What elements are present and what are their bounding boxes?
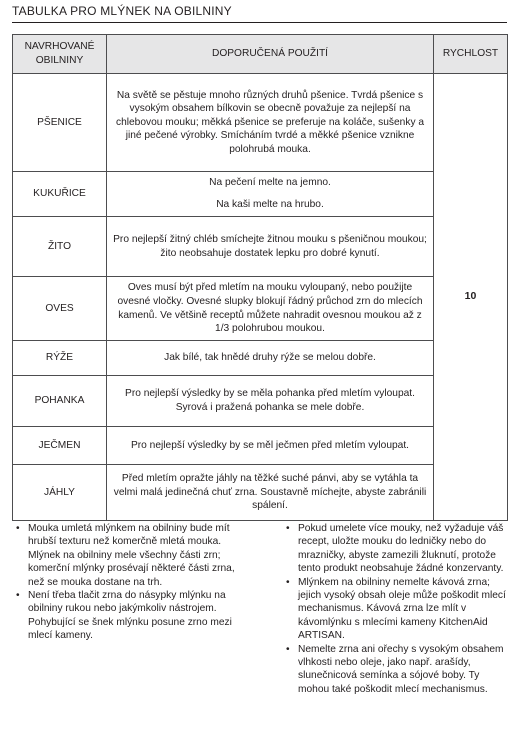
notes-left-column <box>12 522 250 643</box>
use-text: Oves musí být před mletím na mouku vyloupaný, nebo použijte ovesné vločky. Ovesné slupky blokují řádný průchod zrn do mlecích kamenů. Ve většině receptů můžete nahradit ovesnou moukou až z 1/3 polohrubou moukou. <box>117 282 423 335</box>
list-item <box>282 576 510 643</box>
speed-value: 10 <box>434 74 508 521</box>
notes-list <box>282 522 510 696</box>
bullet-icon: • <box>286 643 290 655</box>
bullet-icon: • <box>16 523 20 534</box>
grain-name: OVES <box>13 277 107 341</box>
grain-name: KUKUŘICE <box>13 172 107 217</box>
grain-name: RÝŽE <box>13 341 107 376</box>
grain-use <box>107 427 434 465</box>
grain-name: PŠENICE <box>13 74 107 172</box>
grain-use <box>107 277 434 341</box>
table-row <box>13 277 508 341</box>
use-text: Pro nejlepší výsledky by se měla pohanka před mletím vyloupat. Syrová i pražená pohanka se mele dobře. <box>125 388 415 413</box>
note-text: Mouka umletá mlýnkem na obilniny bude mít hrubší texturu než komerčně mletá mouka. Mlýnek na obilniny mele všechny části zrn; komerční mlýnky prosévají některé části zrna, než se mouka dostane na trh. <box>28 523 235 588</box>
title-divider <box>12 22 507 23</box>
bullet-icon: • <box>286 523 290 534</box>
bullet-icon: • <box>286 576 290 588</box>
use-text: Před mletím opražte jáhly na těžké suché pánvi, aby se vytáhla ta velmi malá jedinečná chuť zrna. Soustavně míchejte, abyste zabránili spálení. <box>113 473 427 512</box>
use-text: Na světě se pěstuje mnoho různých druhů pšenice. Tvrdá pšenice s vysokým obsahem bílkovin se obecně považuje za nejlepší na chlebovou mouku; měkká pšenice se preferuje na koláče, sušenky a jiné pečené výrobky. Smícháním tvrdé a měkké pšenice vznikne polohrubá mouka. <box>115 89 425 155</box>
table-row <box>13 217 508 277</box>
grain-name: POHANKA <box>13 376 107 427</box>
list-item <box>282 522 510 576</box>
grain-name: ŽITO <box>13 217 107 277</box>
table-row <box>13 376 508 427</box>
bullet-icon: • <box>16 590 20 602</box>
grain-use <box>107 217 434 277</box>
note-text: Není třeba tlačit zrna do násypky mlýnku na obilniny rukou nebo jakýmkoliv nástrojem. Pohybující se šnek mlýnku posune zrno mezi mlecí kameny. <box>28 590 232 642</box>
list-item <box>12 589 250 643</box>
grain-use <box>107 465 434 521</box>
use-text: Na kaši melte na hrubo. <box>216 199 324 210</box>
grain-use <box>107 172 434 217</box>
use-text: Jak bílé, tak hnědé druhy rýže se melou dobře. <box>164 352 376 364</box>
table-header-row <box>13 35 508 74</box>
notes-right-column <box>282 522 510 696</box>
header-grain: NAVRHOVANÉ OBILNINY <box>13 35 107 74</box>
table-row <box>13 74 508 172</box>
use-text: Na pečení melte na jemno. <box>209 177 331 189</box>
note-text: Pokud umelete více mouky, než vyžaduje váš recept, uložte mouku do ledničky nebo do mrazničky, abyste zamezili žluknutí, protože tento produkt neobsahuje žádné konzervanty. <box>298 523 504 575</box>
grain-name: JÁHLY <box>13 465 107 521</box>
table-row <box>13 427 508 465</box>
use-text: Pro nejlepší žitný chléb smíchejte žitnou mouku s pšeničnou moukou; žito neobsahuje dostatek lepku pro dobré kynutí. <box>113 233 427 259</box>
note-text: Nemelte zrna ani ořechy s vysokým obsahem vlhkosti nebo oleje, jako např. arašídy, slunečnicová semínka a sójové boby. Ty mohou také poškodit mlecí mechanismus. <box>298 643 504 695</box>
note-text: Mlýnkem na obilniny nemelte kávová zrna; jejich vysoký obsah oleje může poškodit mlecí mechanismus. Kávová zrna lze mlít v kávomlýnku s mlecími kameny KitchenAid ARTISAN. <box>298 576 506 642</box>
grain-name: JEČMEN <box>13 427 107 465</box>
grain-mill-table <box>12 34 508 521</box>
grain-use <box>107 376 434 427</box>
grain-use <box>107 341 434 376</box>
header-speed: RYCHLOST <box>434 35 508 74</box>
table-row <box>13 341 508 376</box>
notes-list <box>12 522 250 643</box>
list-item <box>282 643 510 697</box>
list-item <box>12 522 250 589</box>
header-use: DOPORUČENÁ POUŽITÍ <box>107 35 434 74</box>
use-text: Pro nejlepší výsledky by se měl ječmen před mletím vyloupat. <box>130 439 409 451</box>
page-title: TABULKA PRO MLÝNEK NA OBILNINY <box>12 4 232 18</box>
table-row <box>13 172 508 217</box>
grain-use <box>107 74 434 172</box>
table-row <box>13 465 508 521</box>
